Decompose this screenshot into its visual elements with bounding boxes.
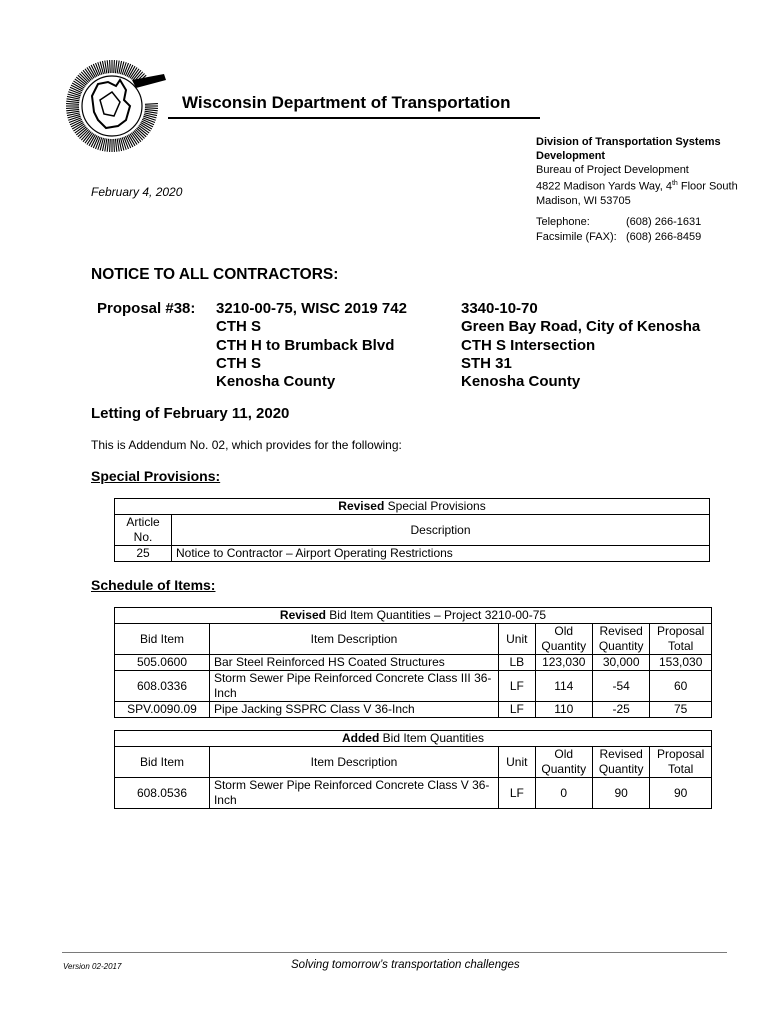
letter-date: February 4, 2020 — [91, 185, 183, 199]
table-row — [115, 702, 712, 718]
proposal-label: Proposal #38: — [97, 300, 196, 317]
table-row — [115, 671, 712, 702]
table-caption: Added Bid Item Quantities — [115, 731, 712, 747]
bureau: Bureau of Project Development — [536, 164, 689, 176]
col-header: Proposal Total — [650, 747, 712, 778]
project1-line: CTH S — [216, 318, 261, 336]
wisdot-logo — [64, 56, 172, 156]
table-row — [115, 655, 712, 671]
col-header: Bid Item — [115, 747, 210, 778]
col-header: Unit — [499, 747, 536, 778]
proposal-total-cell: 75 — [650, 702, 712, 718]
item-description-cell: Storm Sewer Pipe Reinforced Concrete Class III 36-Inch — [209, 671, 498, 702]
table-row — [115, 778, 712, 809]
project1-line: CTH S — [216, 354, 261, 372]
letting-date: Letting of February 11, 2020 — [91, 405, 290, 422]
revised-quantity-cell: 30,000 — [592, 655, 649, 671]
added-bid-items-table — [114, 730, 712, 809]
item-description-cell: Pipe Jacking SSPRC Class V 36-Inch — [209, 702, 498, 718]
proposal-total-cell: 60 — [650, 671, 712, 702]
old-quantity-cell: 123,030 — [535, 655, 592, 671]
item-description-cell: Bar Steel Reinforced HS Coated Structures — [209, 655, 498, 671]
version-label: Version 02-2017 — [63, 962, 122, 971]
description-cell: Notice to Contractor – Airport Operating Restrictions — [172, 546, 710, 562]
project1-line: CTH H to Brumback Blvd — [216, 336, 395, 354]
footer-slogan: Solving tomorrow’s transportation challenges — [291, 959, 520, 971]
old-quantity-cell: 0 — [535, 778, 592, 809]
col-header: Proposal Total — [650, 624, 712, 655]
col-header: Item Description — [209, 747, 498, 778]
special-provisions-table — [114, 498, 710, 562]
col-header: Old Quantity — [535, 624, 592, 655]
unit-cell: LB — [499, 655, 536, 671]
old-quantity-cell: 110 — [535, 702, 592, 718]
bid-item-cell: SPV.0090.09 — [115, 702, 210, 718]
unit-cell: LF — [499, 671, 536, 702]
col-header: Revised Quantity — [592, 747, 649, 778]
division-line2: Development — [536, 150, 606, 162]
city-line: Madison, WI 53705 — [536, 194, 631, 207]
revised-quantity-cell: -54 — [592, 671, 649, 702]
project1-block — [216, 300, 407, 391]
project2-line: CTH S Intersection — [461, 336, 596, 354]
project1-line: Kenosha County — [216, 373, 336, 391]
project2-line: Green Bay Road, City of Kenosha — [461, 318, 701, 336]
col-header-article: Article No. — [115, 515, 172, 546]
project2-line: 3340-10-70 — [461, 300, 538, 317]
agency-name: Wisconsin Department of Transportation — [182, 93, 511, 112]
col-header: Bid Item — [115, 624, 210, 655]
special-provisions-heading: Special Provisions: — [91, 468, 221, 484]
proposal-total-cell: 153,030 — [650, 655, 712, 671]
unit-cell: LF — [499, 702, 536, 718]
article-cell: 25 — [115, 546, 172, 562]
wisdot-seal-icon — [64, 56, 172, 156]
col-header: Item Description — [209, 624, 498, 655]
revised-bid-items-table — [114, 607, 712, 718]
unit-cell: LF — [499, 778, 536, 809]
footer-rule — [62, 952, 727, 953]
col-header-description: Description — [172, 515, 710, 546]
addendum-text: This is Addendum No. 02, which provides for the following: — [91, 438, 402, 452]
proposal-total-cell: 90 — [650, 778, 712, 809]
bid-item-cell: 505.0600 — [115, 655, 210, 671]
item-description-cell: Storm Sewer Pipe Reinforced Concrete Class V 36-Inch — [209, 778, 498, 809]
col-header: Unit — [499, 624, 536, 655]
table-row — [115, 546, 710, 562]
contact-info — [536, 215, 701, 244]
old-quantity-cell: 114 — [535, 671, 592, 702]
division-address — [536, 135, 738, 208]
project2-line: Kenosha County — [461, 373, 581, 391]
revised-quantity-cell: -25 — [592, 702, 649, 718]
fax-line: Facsimile (FAX): (608) 266-8459 — [536, 230, 702, 243]
col-header: Old Quantity — [535, 747, 592, 778]
project2-block — [461, 300, 700, 391]
project1-line: 3210-00-75, WISC 2019 742 — [216, 300, 407, 317]
bid-item-cell: 608.0336 — [115, 671, 210, 702]
agency-rule — [168, 117, 540, 119]
table-caption: Revised Bid Item Quantities – Project 3210-00-75 — [115, 608, 712, 624]
revised-quantity-cell: 90 — [592, 778, 649, 809]
col-header: Revised Quantity — [592, 624, 649, 655]
street-address: 4822 Madison Yards Way, 4th Floor South — [536, 180, 738, 193]
schedule-heading: Schedule of Items: — [91, 577, 216, 593]
project2-line: STH 31 — [461, 354, 512, 372]
table-caption: Revised Special Provisions — [115, 499, 710, 515]
notice-title: NOTICE TO ALL CONTRACTORS: — [91, 266, 339, 283]
division-line1: Division of Transportation Systems — [536, 136, 721, 148]
bid-item-cell: 608.0536 — [115, 778, 210, 809]
telephone-line: Telephone: (608) 266-1631 — [536, 216, 702, 228]
